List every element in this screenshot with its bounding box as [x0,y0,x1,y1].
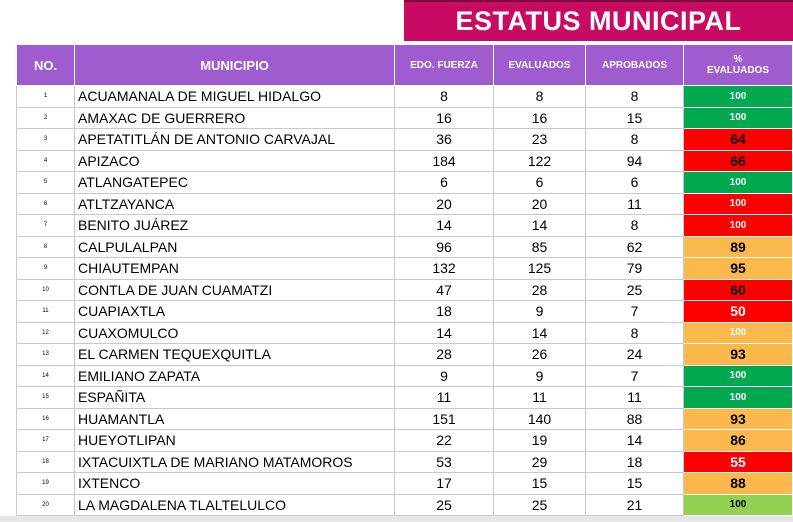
row-edo-fuerza: 53 [395,451,494,473]
row-edo-fuerza: 18 [395,301,494,323]
row-aprobados: 8 [586,215,684,237]
row-number: 4 [17,150,75,172]
municipal-status-table [16,44,793,516]
row-municipio: APETATITLÁN DE ANTONIO CARVAJAL [75,129,395,151]
row-evaluados: 16 [494,107,586,129]
row-evaluados: 26 [494,344,586,366]
row-number: 18 [17,451,75,473]
row-pct-evaluados: 100 [684,172,793,194]
row-municipio: CUAPIAXTLA [75,301,395,323]
row-number: 16 [17,408,75,430]
row-number: 8 [17,236,75,258]
table-row [17,150,793,172]
table-row [17,172,793,194]
row-aprobados: 7 [586,301,684,323]
table-row [17,387,793,409]
row-aprobados: 11 [586,193,684,215]
row-evaluados: 8 [494,86,586,108]
row-aprobados: 15 [586,107,684,129]
row-number: 14 [17,365,75,387]
row-number: 10 [17,279,75,301]
row-number: 2 [17,107,75,129]
table-row [17,494,793,516]
row-number: 7 [17,215,75,237]
row-evaluados: 85 [494,236,586,258]
table-row [17,322,793,344]
row-aprobados: 6 [586,172,684,194]
header-evaluados: EVALUADOS [494,45,586,86]
row-evaluados: 20 [494,193,586,215]
row-municipio: LA MAGDALENA TLALTELULCO [75,494,395,516]
row-municipio: EL CARMEN TEQUEXQUITLA [75,344,395,366]
table-row [17,258,793,280]
row-edo-fuerza: 17 [395,473,494,495]
row-aprobados: 79 [586,258,684,280]
row-number: 1 [17,86,75,108]
row-municipio: IXTENCO [75,473,395,495]
row-edo-fuerza: 132 [395,258,494,280]
row-edo-fuerza: 9 [395,365,494,387]
table-row [17,451,793,473]
table-row [17,365,793,387]
row-edo-fuerza: 14 [395,322,494,344]
row-evaluados: 9 [494,301,586,323]
row-edo-fuerza: 11 [395,387,494,409]
header-municipio: MUNICIPIO [75,45,395,86]
row-evaluados: 11 [494,387,586,409]
row-municipio: CALPULALPAN [75,236,395,258]
row-edo-fuerza: 47 [395,279,494,301]
row-aprobados: 7 [586,365,684,387]
row-edo-fuerza: 25 [395,494,494,516]
table-row [17,236,793,258]
row-aprobados: 62 [586,236,684,258]
row-aprobados: 8 [586,322,684,344]
row-number: 9 [17,258,75,280]
row-municipio: HUAMANTLA [75,408,395,430]
row-aprobados: 18 [586,451,684,473]
row-evaluados: 19 [494,430,586,452]
header-no: NO. [17,45,75,86]
row-municipio: BENITO JUÁREZ [75,215,395,237]
row-edo-fuerza: 96 [395,236,494,258]
row-pct-evaluados: 86 [684,430,793,452]
row-municipio: ESPAÑITA [75,387,395,409]
row-edo-fuerza: 6 [395,172,494,194]
row-pct-evaluados: 100 [684,387,793,409]
row-municipio: AMAXAC DE GUERRERO [75,107,395,129]
table-row [17,344,793,366]
row-pct-evaluados: 100 [684,322,793,344]
row-edo-fuerza: 8 [395,86,494,108]
table-row [17,193,793,215]
row-aprobados: 15 [586,473,684,495]
row-evaluados: 15 [494,473,586,495]
row-municipio: ACUAMANALA DE MIGUEL HIDALGO [75,86,395,108]
header-pct-evaluados [684,45,793,86]
row-evaluados: 9 [494,365,586,387]
row-municipio: CUAXOMULCO [75,322,395,344]
row-aprobados: 14 [586,430,684,452]
row-pct-evaluados: 50 [684,301,793,323]
row-pct-evaluados: 88 [684,473,793,495]
row-pct-evaluados: 100 [684,365,793,387]
row-evaluados: 14 [494,215,586,237]
row-municipio: ATLANGATEPEC [75,172,395,194]
row-municipio: CHIAUTEMPAN [75,258,395,280]
row-aprobados: 21 [586,494,684,516]
row-number: 13 [17,344,75,366]
row-evaluados: 125 [494,258,586,280]
row-evaluados: 29 [494,451,586,473]
page-title: ESTATUS MUNICIPAL [404,0,793,41]
row-municipio: HUEYOTLIPAN [75,430,395,452]
row-evaluados: 14 [494,322,586,344]
row-pct-evaluados: 93 [684,344,793,366]
row-number: 6 [17,193,75,215]
row-pct-evaluados: 93 [684,408,793,430]
row-evaluados: 122 [494,150,586,172]
row-municipio: APIZACO [75,150,395,172]
row-evaluados: 6 [494,172,586,194]
row-number: 3 [17,129,75,151]
row-aprobados: 88 [586,408,684,430]
row-aprobados: 8 [586,129,684,151]
row-municipio: EMILIANO ZAPATA [75,365,395,387]
row-pct-evaluados: 95 [684,258,793,280]
row-pct-evaluados: 60 [684,279,793,301]
row-edo-fuerza: 184 [395,150,494,172]
table-row [17,107,793,129]
table-row [17,279,793,301]
row-pct-evaluados: 89 [684,236,793,258]
table-row [17,129,793,151]
row-evaluados: 25 [494,494,586,516]
row-aprobados: 94 [586,150,684,172]
bottom-divider [0,516,793,522]
header-edo-fuerza: EDO. FUERZA [395,45,494,86]
row-aprobados: 8 [586,86,684,108]
header-aprobados: APROBADOS [586,45,684,86]
row-edo-fuerza: 16 [395,107,494,129]
row-pct-evaluados: 55 [684,451,793,473]
row-number: 19 [17,473,75,495]
row-municipio: CONTLA DE JUAN CUAMATZI [75,279,395,301]
row-number: 20 [17,494,75,516]
row-aprobados: 25 [586,279,684,301]
row-number: 15 [17,387,75,409]
row-pct-evaluados: 100 [684,107,793,129]
header-pct-label: EVALUADOS [706,65,770,76]
row-edo-fuerza: 36 [395,129,494,151]
row-edo-fuerza: 22 [395,430,494,452]
row-municipio: IXTACUIXTLA DE MARIANO MATAMOROS [75,451,395,473]
row-number: 11 [17,301,75,323]
row-pct-evaluados: 100 [684,494,793,516]
row-pct-evaluados: 66 [684,150,793,172]
row-pct-evaluados: 100 [684,86,793,108]
row-number: 5 [17,172,75,194]
table-row [17,473,793,495]
row-number: 17 [17,430,75,452]
row-pct-evaluados: 100 [684,215,793,237]
row-aprobados: 24 [586,344,684,366]
row-evaluados: 140 [494,408,586,430]
row-edo-fuerza: 20 [395,193,494,215]
row-aprobados: 11 [586,387,684,409]
header-pct-symbol: % [733,54,743,65]
row-edo-fuerza: 14 [395,215,494,237]
table-row [17,430,793,452]
table-row [17,301,793,323]
table-row [17,215,793,237]
row-evaluados: 28 [494,279,586,301]
row-pct-evaluados: 64 [684,129,793,151]
row-pct-evaluados: 100 [684,193,793,215]
row-edo-fuerza: 151 [395,408,494,430]
row-municipio: ATLTZAYANCA [75,193,395,215]
table-header-row [17,45,793,86]
row-edo-fuerza: 28 [395,344,494,366]
table-row [17,408,793,430]
row-number: 12 [17,322,75,344]
row-evaluados: 23 [494,129,586,151]
table-row [17,86,793,108]
